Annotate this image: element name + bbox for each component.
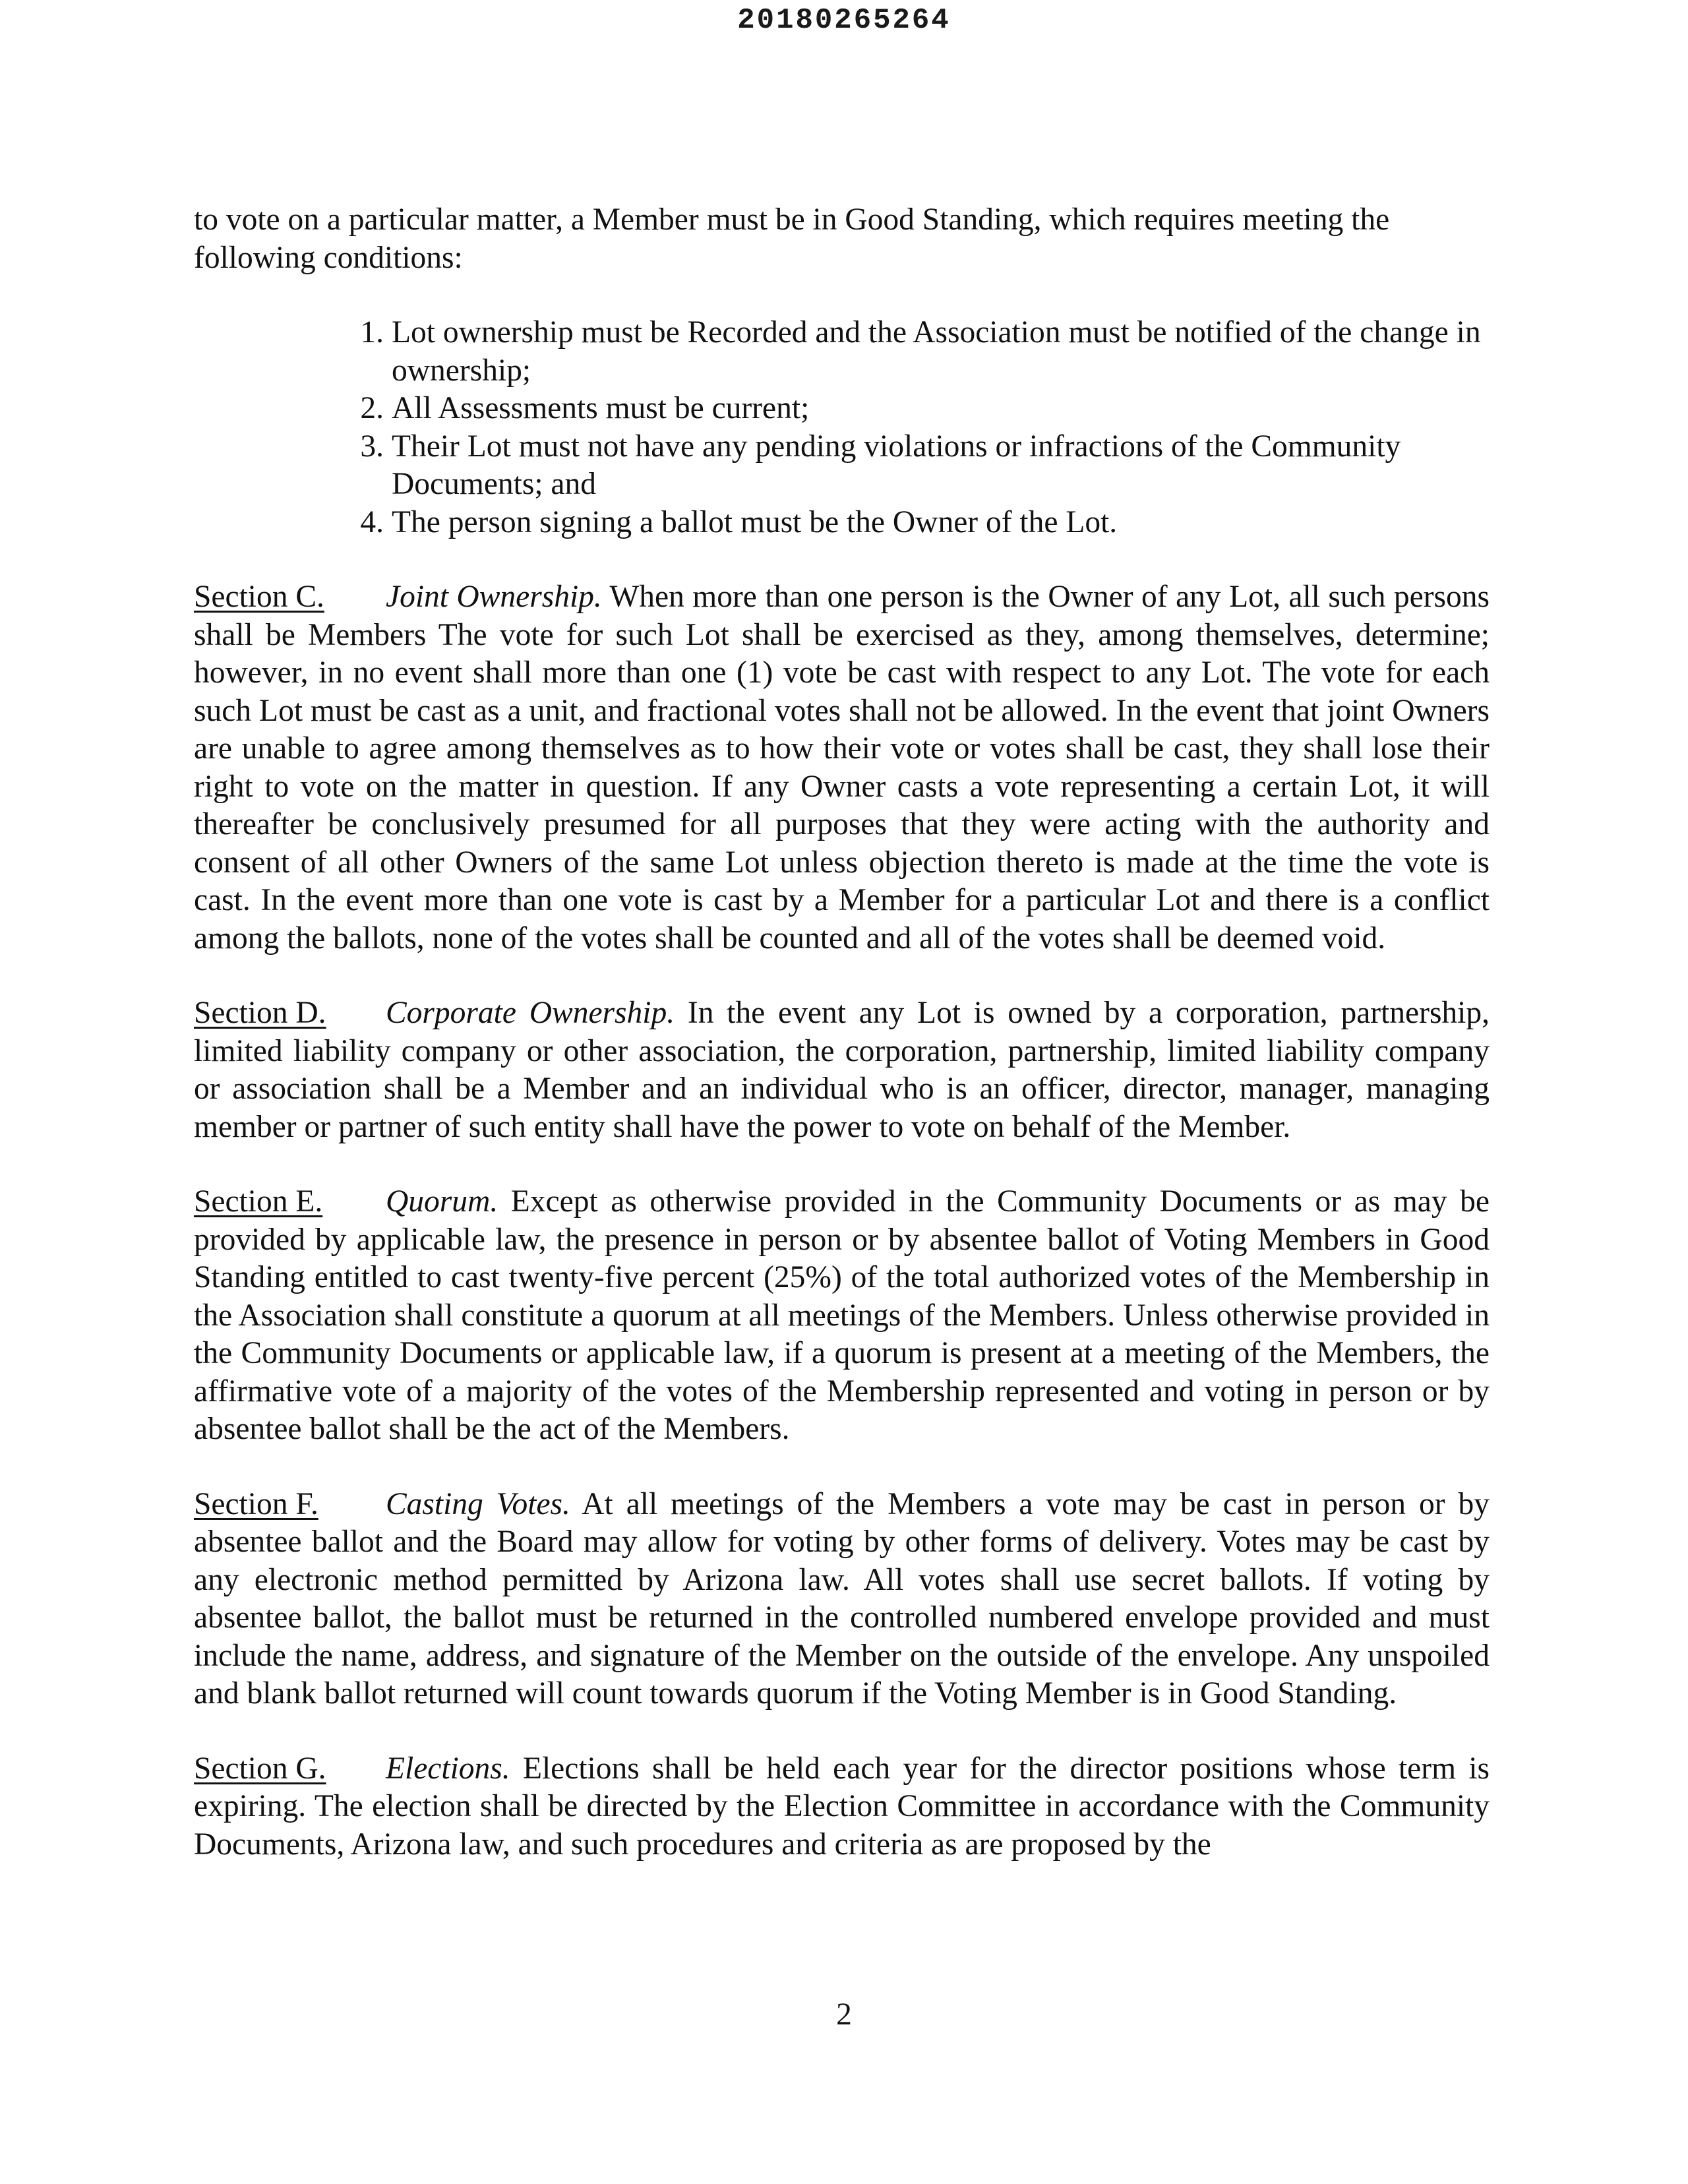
section-f-body: At all meetings of the Members a vote may be cast in person or by absentee ballot and the Board may allow for voting by other forms of delivery. Votes may be cast by any electronic method permitted by Arizona law. All votes shall use secret ballots. If voting by absentee ballot, the ballot must be returned in the controlled numbered envelope provided and must include the name, address, and signature of the Member on the outside of the envelope. Any unspoiled and blank ballot returned will count towards quorum if the Voting Member is in Good Standing. — [194, 1486, 1490, 1711]
list-item-text: Their Lot must not have any pending violations or infractions of the Community Documents; and — [392, 429, 1401, 501]
list-item-text: All Assessments must be current; — [392, 391, 810, 425]
section-f — [194, 1486, 1490, 1713]
section-d-body: In the event any Lot is owned by a corporation, partnership, limited liability company or other association, the corporation, partnership, limited liability company or association shall be a Member and an individual who is an officer, director, manager, managing member or partner of such entity shall have the power to vote on behalf of the Member. — [194, 996, 1490, 1144]
document-number: 20180265264 — [737, 4, 951, 37]
section-g-title: Elections. — [386, 1751, 510, 1786]
section-c-body: When more than one person is the Owner of any Lot, all such persons shall be Members The vote for such Lot shall be exercised as they, among themselves, determine; however, in no event shall more than one (1) vote be cast with respect to any Lot. The vote for each such Lot must be cast as a unit, and fractional votes shall not be allowed. In the event that joint Owners are unable to agree among themselves as to how their vote or votes shall be cast, they shall lose their right to vote on the matter in question. If any Owner casts a vote representing a certain Lot, it will thereafter be conclusively presumed for all purposes that they were acting with the authority and consent of all other Owners of the same Lot unless objection thereto is made at the time the vote is cast. In the event more than one vote is cast by a Member for a particular Lot and there is a conflict among the ballots, none of the votes shall be counted and all of the votes shall be deemed void. — [194, 580, 1490, 956]
section-g-label: Section G. — [194, 1751, 326, 1786]
page-number: 2 — [836, 1997, 852, 2032]
list-item — [360, 504, 1490, 542]
section-e-body: Except as otherwise provided in the Community Documents or as may be provided by applicable law, the presence in person or by absentee ballot of Voting Members in Good Standing entitled to cast twenty-five percent (25%) of the total authorized votes of the Membership in the Association shall constitute a quorum at all meetings of the Members. Unless otherwise provided in the Community Documents or applicable law, if a quorum is present at a meeting of the Members, the affirmative vote of a majority of the votes of the Membership represented and voting in person or by absentee ballot shall be the act of the Members. — [194, 1184, 1490, 1446]
section-f-label: Section F. — [194, 1486, 318, 1521]
list-item — [360, 314, 1490, 390]
section-g — [194, 1750, 1490, 1864]
section-e-title: Quorum. — [386, 1184, 498, 1219]
intro-paragraph: to vote on a particular matter, a Member must be in Good Standing, which requires meeting the following conditions: — [194, 202, 1390, 275]
list-item-text: Lot ownership must be Recorded and the Association must be notified of the change in ownership; — [392, 315, 1481, 388]
section-d — [194, 994, 1490, 1146]
section-e-label: Section E. — [194, 1184, 323, 1219]
list-item — [360, 428, 1490, 504]
section-e — [194, 1183, 1490, 1449]
section-c — [194, 578, 1490, 957]
section-c-label: Section C. — [194, 580, 324, 614]
section-f-title: Casting Votes. — [386, 1486, 570, 1521]
document-body — [194, 201, 1490, 1864]
section-d-title: Corporate Ownership. — [386, 996, 675, 1030]
list-item-number: 4. — [360, 504, 384, 539]
section-c-title: Joint Ownership. — [386, 580, 602, 614]
conditions-list — [194, 314, 1490, 541]
list-item — [360, 390, 1490, 428]
section-g-body: Elections shall be held each year for the director positions whose term is expiring. The election shall be directed by the Election Committee in accordance with the Community Documents, Arizona law, and such procedures and criteria as are proposed by the — [194, 1751, 1490, 1862]
list-item-number: 1. — [360, 315, 384, 349]
list-item-number: 3. — [360, 429, 384, 464]
list-item-number: 2. — [360, 391, 384, 425]
section-d-label: Section D. — [194, 996, 326, 1030]
list-item-text: The person signing a ballot must be the Owner of the Lot. — [392, 504, 1118, 539]
